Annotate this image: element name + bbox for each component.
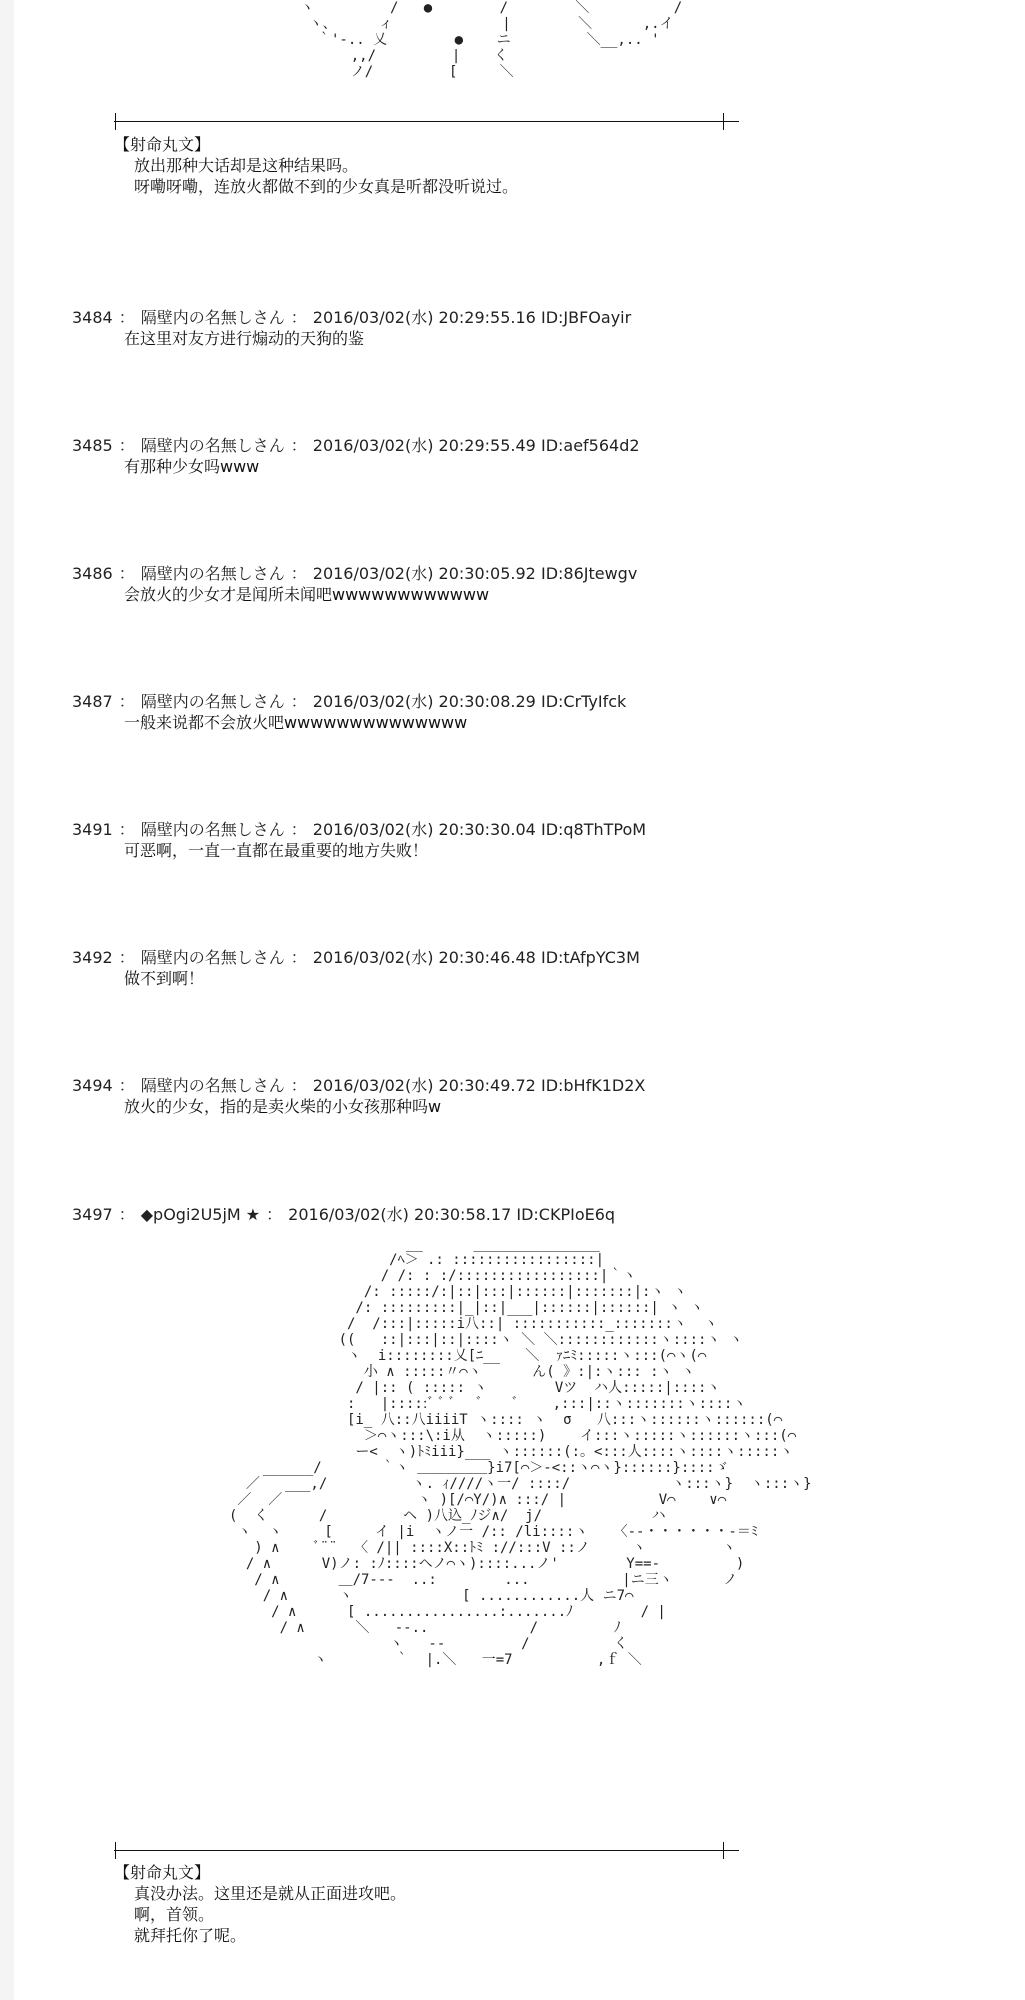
ascii-art-top: ヽ / ● / ＼ / ヽ、 ィ | ＼ ,.イ ｀'‐.. 乂 ● ニ ＼__,.. ' ,,/ | く ノ/ [ ＼ [300, 0, 683, 80]
post [72, 691, 626, 733]
post-author: 隔壁内の名無しさん [140, 692, 285, 711]
post-number: 3484 [72, 308, 113, 327]
post-header: 3485 ： 隔壁内の名無しさん ： 2016/03/02(水) 20:29:55.49 ID:aef564d2 [72, 436, 640, 455]
speech-block [114, 134, 518, 197]
post-id: ID:aef564d2 [540, 436, 640, 455]
post-body: 做不到啊！ [124, 969, 205, 988]
post-date: 2016/03/02(水) 20:30:58.17 [288, 1205, 512, 1224]
post-author: 隔壁内の名無しさん [140, 1076, 285, 1095]
post-author: 隔壁内の名無しさん [140, 436, 285, 455]
post-date: 2016/03/02(水) 20:29:55.16 [312, 308, 536, 327]
post [72, 435, 640, 477]
post-id: ID:CrTyIfck [540, 692, 627, 711]
post-id: ID:CKPIoE6q [516, 1205, 616, 1224]
post-date: 2016/03/02(水) 20:30:08.29 [312, 692, 536, 711]
speaker-label: 【射命丸文】 [114, 135, 211, 154]
divider-tick-left [115, 1842, 116, 1859]
author-post [72, 1204, 615, 1225]
post-id: ID:JBFOayir [540, 308, 632, 327]
post-id: ID:bHfK1D2X [540, 1076, 646, 1095]
post-id: ID:86Jtewgv [540, 564, 638, 583]
post-id: ID:q8ThTPoM [540, 820, 647, 839]
speech-line: 放出那种大话却是这种结果吗。 [134, 156, 359, 175]
post-author: 隔壁内の名無しさん [140, 820, 285, 839]
divider-line [114, 1850, 739, 1851]
post-body: 可恶啊，一直一直都在最重要的地方失败！ [124, 841, 429, 860]
post-header: 3497 ： ◆pOgi2U5jM ★ ： 2016/03/02(水) 20:30:58.17 ID:CKPIoE6q [72, 1205, 616, 1224]
post-body: 会放火的少女才是闻所未闻吧wwwwwwwwwwww [124, 585, 490, 604]
divider-tick-left [115, 113, 116, 130]
post-number: 3485 [72, 436, 113, 455]
post-number: 3486 [72, 564, 113, 583]
post-date: 2016/03/02(水) 20:30:05.92 [312, 564, 536, 583]
post-number: 3492 [72, 948, 113, 967]
post [72, 1075, 645, 1117]
post-date: 2016/03/02(水) 20:30:49.72 [312, 1076, 536, 1095]
post-number: 3487 [72, 692, 113, 711]
post-body: 放火的少女，指的是卖火柴的小女孩那种吗w [124, 1097, 442, 1116]
post [72, 563, 637, 605]
speech-block [114, 1862, 406, 1946]
speech-line: 就拜托你了呢。 [134, 1926, 247, 1945]
ascii-art-character: __ _______________ /ﾍ＞ .: :::::::::::::::::| / /: : :/:::::::::::::::::|｀ヽ /: :::::/:|::|:::|::::::|:::::::|:ヽ ヽ /: :::::::::|_|::|___|::::::|::::::| ヽ ヽ / /:::|:::::i八::| :::::::::::_:::::::ヽ ヽ (( ::|:::|::|::::ヽ ＼ ＼::::::::::::ヽ::::ヽ ヽ ヽ i::::::::乂[ﾆ__ ＼ ｧﾆﾐ:::::ヽ:::(⌒ヽ(⌒ 小 ∧ :::::〃⌒ヽ ん( 》:|:ヽ::: :ヽ ヽ / |:: ( ::::: ヽ Vツ ハ人:::::|::::ヽ : |:::::ﾞ ﾞ ﾞ ﾞ ﾞ ,:::|::ヽ:::::::ヽ::::ヽ [i_ 八::八iiiiT ヽ:::: ヽ σ 八:::ヽ::::::ヽ::::::(⌒ ＞⌒ヽ:::\:i从 ヽ:::::) イ:::ヽ:::::ヽ::::::ヽ:::(⌒ ー< ヽ)ﾄﾐiii}___ ヽ::::::(:。<:::人::::ヽ::::ヽ:::::ヽ ______/ ｀ヽ ＿＿＿＿＿}i7[⌒＞‐<::ヽ⌒ヽ}::::::}::::ゞ ／ ___,/ ヽ. ｨ////ヽ一/ ::::/ ヽ:::ヽ} ヽ:::ヽ} ／ ／ ヽ )[/⌒Y/)∧ :::/ | V⌒ ∨⌒ ( く / ヘ )八込_ﾉジ∧/ j/ ハ ヽ ヽ [ イ |i ヽノ一 /:: /li::::ヽ 〈‐-・・・・・・‐＝ﾐ ) ∧ ﾞ¨¨ 〈 /|| ::::X::ﾄﾐ ://:::V ::ノ ヽ ヽ / ∧ V)ノ: :ﾉ::::ヘノ⌒ヽ)::::...ノ' Y==- ) / ∧ ＿/7‐‐‐ ..: ... |ニ三ヽ ノ / ∧ ヽ [ ............人 ニ7⌒ / ∧ [ ................:.......ﾉ / | / ∧ ＼ ‐‐.. / ﾉ ヽ ‐‐ / く ヽ ｀ |.＼ 一=7 ,ｆ ＼ [229, 1236, 812, 1668]
post-number: 3497 [72, 1205, 113, 1224]
divider-tick-right [723, 1842, 724, 1859]
post-header: 3492 ： 隔壁内の名無しさん ： 2016/03/02(水) 20:30:46.48 ID:tAfpYC3M [72, 948, 640, 967]
post-body: 在这里对友方进行煽动的天狗的鉴 [124, 329, 365, 348]
post-header: 3486 ： 隔壁内の名無しさん ： 2016/03/02(水) 20:30:05.92 ID:86Jtewgv [72, 564, 638, 583]
post-body: 有那种少女吗www [124, 457, 260, 476]
post-body: 一般来说都不会放火吧wwwwwwwwwwwwww [124, 713, 468, 732]
post-date: 2016/03/02(水) 20:30:30.04 [312, 820, 536, 839]
post-header: 3484 ： 隔壁内の名無しさん ： 2016/03/02(水) 20:29:55.16 ID:JBFOayir [72, 308, 632, 327]
divider-tick-right [723, 113, 724, 130]
speech-line: 呀嘞呀嘞，连放火都做不到的少女真是听都没听说过。 [134, 177, 519, 196]
post-trip: ◆pOgi2U5jM ★ [140, 1205, 261, 1224]
post-number: 3494 [72, 1076, 113, 1095]
speech-line: 啊，首领。 [134, 1905, 215, 1924]
post [72, 947, 640, 989]
divider-line [114, 121, 739, 122]
post-id: ID:tAfpYC3M [540, 948, 640, 967]
speaker-label: 【射命丸文】 [114, 1863, 211, 1882]
post-author: 隔壁内の名無しさん [140, 948, 285, 967]
post-author: 隔壁内の名無しさん [140, 308, 285, 327]
post-header: 3491 ： 隔壁内の名無しさん ： 2016/03/02(水) 20:30:30.04 ID:q8ThTPoM [72, 820, 647, 839]
post-header: 3487 ： 隔壁内の名無しさん ： 2016/03/02(水) 20:30:08.29 ID:CrTyIfck [72, 692, 627, 711]
post-author: 隔壁内の名無しさん [140, 564, 285, 583]
post-date: 2016/03/02(水) 20:30:46.48 [312, 948, 536, 967]
speech-line: 真没办法。这里还是就从正面进攻吧。 [134, 1884, 407, 1903]
post-header: 3494 ： 隔壁内の名無しさん ： 2016/03/02(水) 20:30:49.72 ID:bHfK1D2X [72, 1076, 646, 1095]
page [14, 0, 1025, 2000]
post [72, 307, 631, 349]
post-number: 3491 [72, 820, 113, 839]
post-date: 2016/03/02(水) 20:29:55.49 [312, 436, 536, 455]
post [72, 819, 646, 861]
